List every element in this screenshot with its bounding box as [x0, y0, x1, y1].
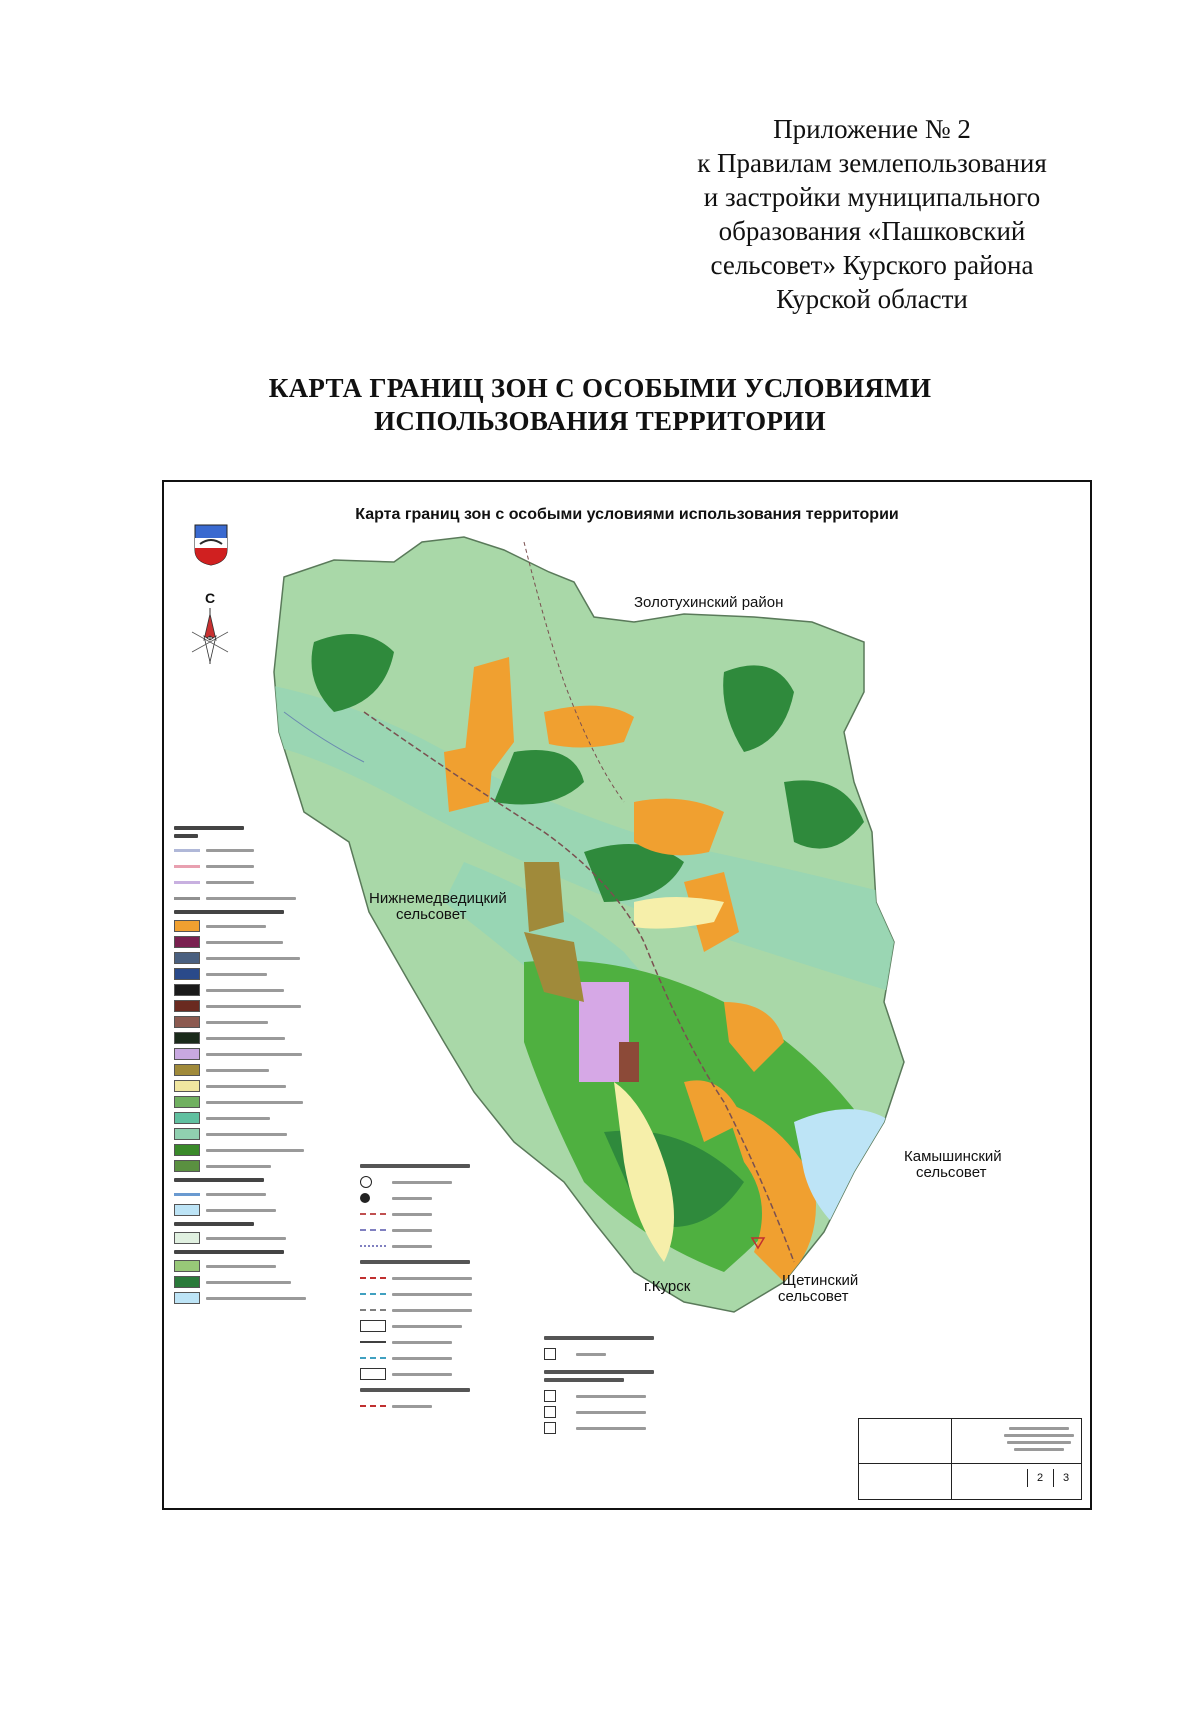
legend-swatch: [174, 1292, 200, 1304]
legend-swatch: [174, 892, 200, 904]
legend-item: [174, 950, 324, 966]
legend-swatch: [174, 1032, 200, 1044]
label-nizhnemedveditsky-line2: сельсовет: [396, 906, 467, 923]
legend-swatch: [174, 1128, 200, 1140]
legend-item: [174, 874, 324, 890]
label-shchetinsky-line2: сельсовет: [778, 1288, 849, 1305]
legend-item: [174, 890, 324, 906]
legend-item: [174, 1030, 324, 1046]
legend-swatch: [174, 1048, 200, 1060]
compass-letter: С: [204, 590, 216, 606]
legend-swatch: [174, 1260, 200, 1272]
legend-swatch: [174, 876, 200, 888]
legend-swatch: [174, 920, 200, 932]
label-shchetinsky-line1: Щетинский: [782, 1272, 859, 1289]
legend-swatch: [174, 952, 200, 964]
legend-swatch: [174, 1276, 200, 1288]
legend-item: [174, 1014, 324, 1030]
legend-swatch: [174, 1016, 200, 1028]
appendix-line: Приложение № 2: [773, 114, 971, 144]
appendix-line: к Правилам землепользования: [697, 148, 1047, 178]
legend-item: [174, 1094, 324, 1110]
legend-infrastructure: [360, 1164, 490, 1414]
legend-item: [174, 1110, 324, 1126]
legend-swatch: [174, 1096, 200, 1108]
legend-item: [174, 1158, 324, 1174]
legend-item: [174, 858, 324, 874]
legend-swatch: [174, 936, 200, 948]
label-kursk-city: г.Курск: [644, 1278, 691, 1295]
legend-swatch: [174, 968, 200, 980]
legend-swatch: [174, 1080, 200, 1092]
legend-item: [174, 1062, 324, 1078]
legend-item: [174, 1274, 324, 1290]
appendix-line: Курской области: [776, 284, 968, 314]
legend-swatch: [174, 1112, 200, 1124]
label-kamyshinsky-line2: сельсовет: [916, 1164, 987, 1181]
legend-item: [174, 1046, 324, 1062]
page-title: [0, 372, 1200, 438]
legend-item: [174, 966, 324, 982]
legend-swatch: [174, 984, 200, 996]
legend-item: [174, 1126, 324, 1142]
legend-cultural-heritage: [544, 1336, 674, 1436]
appendix-line: сельсовет» Курского района: [710, 250, 1034, 280]
legend-swatch: [174, 1188, 200, 1200]
legend-item: [174, 842, 324, 858]
appendix-line: и застройки муниципального: [703, 182, 1041, 212]
legend-item: [174, 1202, 324, 1218]
map-title: Карта границ зон с особыми условиями использования территории: [355, 506, 899, 523]
legend-item: [174, 1290, 324, 1306]
label-nizhnemedveditsky-line1: Нижнемедведицкий: [369, 890, 507, 907]
label-zolotukhinsky-district: Золотухинский район: [634, 594, 784, 611]
page-title-line: КАРТА ГРАНИЦ ЗОН С ОСОБЫМИ УСЛОВИЯМИ: [268, 373, 932, 403]
legend-item: [174, 918, 324, 934]
sheet-number: 2: [1027, 1469, 1052, 1487]
legend-item: [174, 934, 324, 950]
title-block-text: [997, 1419, 1081, 1463]
sheets-total: 3: [1053, 1469, 1078, 1487]
legend-item: [174, 1230, 324, 1246]
legend: [174, 822, 324, 1306]
legend-swatch: [174, 1064, 200, 1076]
legend-item: [174, 1186, 324, 1202]
appendix-line: образования «Пашковский: [718, 216, 1026, 246]
title-block: [858, 1418, 1082, 1500]
legend-swatch: [174, 1232, 200, 1244]
legend-item: [174, 1258, 324, 1274]
map-frame: [162, 480, 1092, 1510]
legend-swatch: [174, 1000, 200, 1012]
label-kamyshinsky-line1: Камышинский: [904, 1148, 1002, 1165]
legend-item: [174, 998, 324, 1014]
legend-item: [174, 982, 324, 998]
page-title-line: ИСПОЛЬЗОВАНИЯ ТЕРРИТОРИИ: [374, 406, 826, 436]
legend-swatch: [174, 1204, 200, 1216]
legend-swatch: [174, 1160, 200, 1172]
legend-swatch: [174, 844, 200, 856]
appendix-note: [662, 112, 1082, 316]
legend-swatch: [174, 860, 200, 872]
legend-item: [174, 1078, 324, 1094]
legend-item: [174, 1142, 324, 1158]
legend-swatch: [174, 1144, 200, 1156]
